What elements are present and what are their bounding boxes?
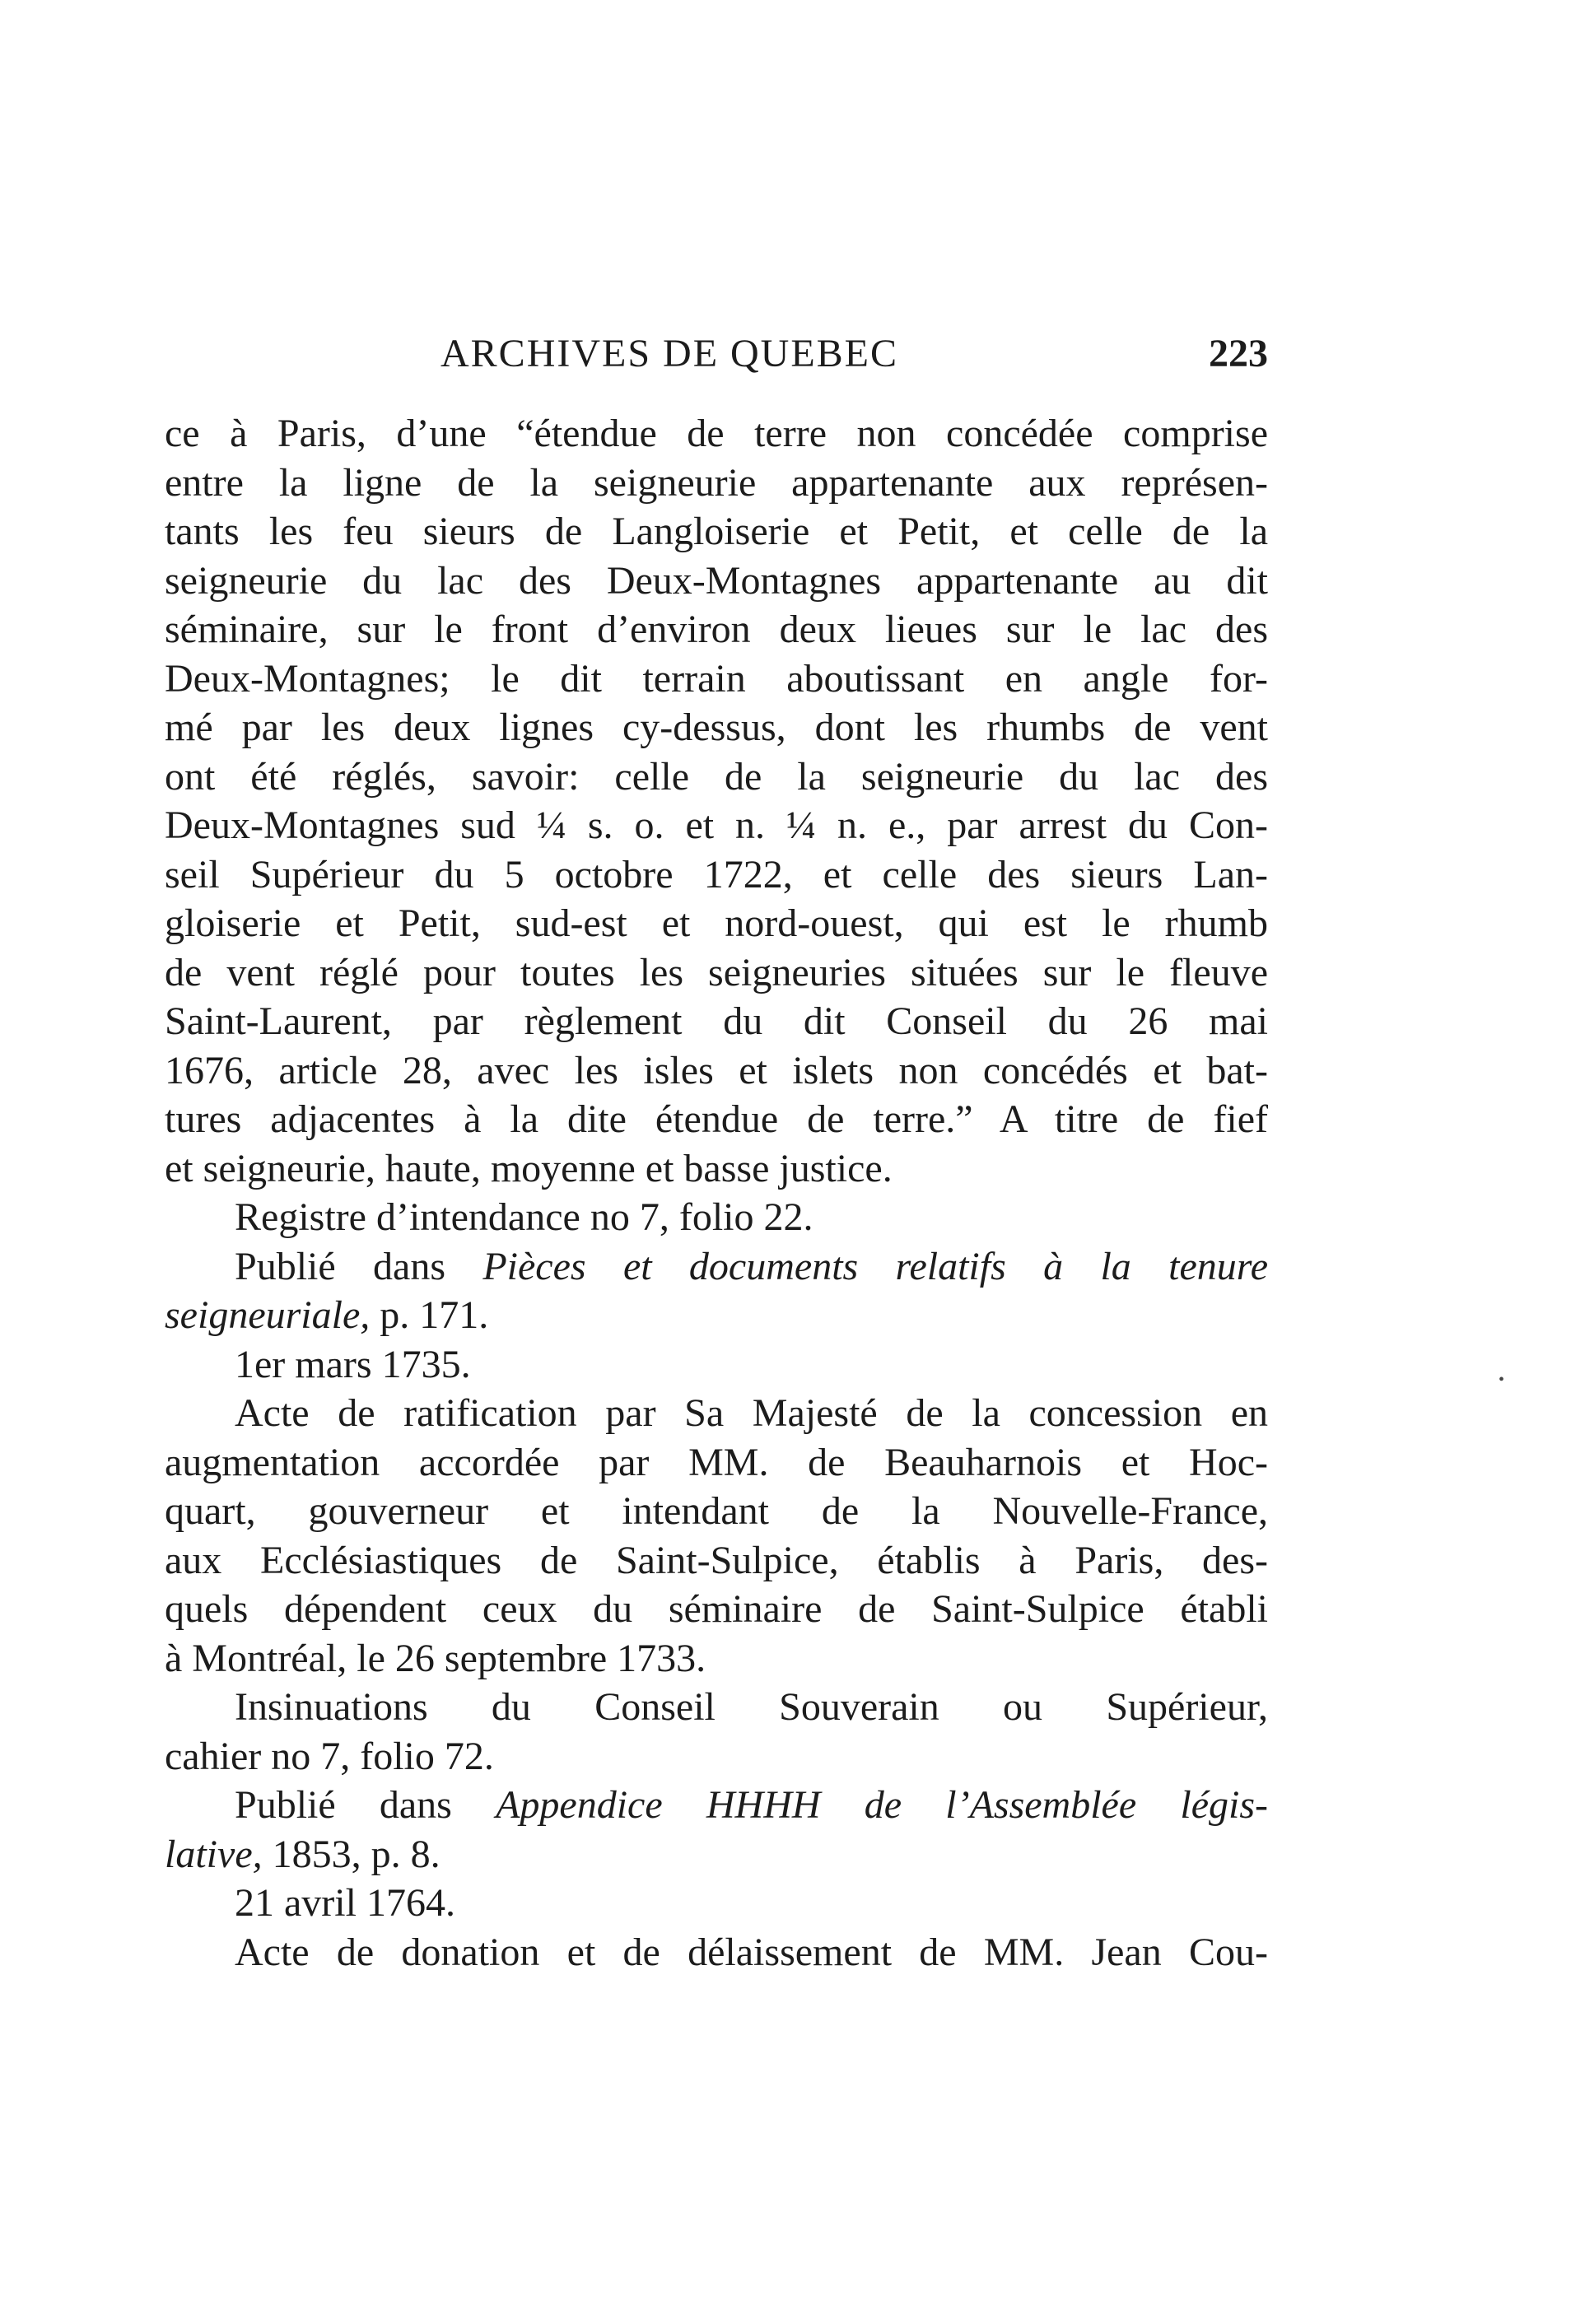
page-header [165, 325, 1268, 383]
text-line: Deux-Montagnes; le dit terrain aboutissant en angle for- [165, 656, 1268, 701]
text-line: mé par les deux lignes cy-dessus, dont les rhumbs de vent [165, 706, 1268, 749]
text-line: gloiserie et Petit, sud-est et nord-ouest, qui est le rhumb [165, 901, 1268, 945]
text-line [165, 1781, 1268, 1830]
running-title: ARCHIVES DE QUEBEC [441, 332, 899, 375]
text-span: 1853, p. 8. [272, 1832, 441, 1876]
text-line: et seigneurie, haute, moyenne et basse justice. [165, 1146, 893, 1190]
text-span: p. 171. [380, 1293, 489, 1337]
text-line: de vent réglé pour toutes les seigneuries situées sur le fleuve [165, 950, 1268, 994]
text-line [165, 1242, 1268, 1292]
text-line: Acte de donation et de délaissement de MM. Jean Cou- [235, 1930, 1268, 1974]
italic-title: seigneuriale, [165, 1293, 371, 1337]
text-line: Registre d’intendance no 7, folio 22. [235, 1195, 813, 1239]
text-line: séminaire, sur le front d’environ deux lieues sur le lac des [165, 608, 1268, 651]
text-line: seigneurie du lac des Deux-Montagnes appartenante au dit [165, 558, 1268, 603]
text-line: cahier no 7, folio 72. [165, 1734, 494, 1778]
text-line [165, 1830, 1268, 1879]
text-line: à Montréal, le 26 septembre 1733. [165, 1636, 706, 1680]
text-line: Acte de ratification par Sa Majesté de la concession en [235, 1391, 1268, 1435]
page-number: 223 [1209, 332, 1268, 375]
text-line: 21 avril 1764. [235, 1881, 455, 1925]
body-text [165, 409, 1268, 1977]
text-line: quels dépendent ceux du séminaire de Saint-Sulpice établi [165, 1587, 1268, 1631]
text-span: Publié dans [235, 1783, 452, 1827]
text-line: 1er mars 1735. [235, 1342, 471, 1386]
italic-title: Pièces et documents relatifs à la tenure [482, 1244, 1268, 1288]
text-line: entre la ligne de la seigneurie appartenante aux représen- [165, 460, 1268, 505]
text-line: Insinuations du Conseil Souverain ou Supérieur, [235, 1685, 1268, 1729]
text-line [165, 1291, 1268, 1340]
margin-mark: • [1499, 1371, 1505, 1389]
text-line: tures adjacentes à la dite étendue de terre.” A titre de fief [165, 1097, 1268, 1141]
text-line: ont été réglés, savoir: celle de la seigneurie du lac des [165, 754, 1268, 799]
italic-title: lative, [165, 1832, 263, 1876]
text-line: quart, gouverneur et intendant de la Nouvelle-France, [165, 1489, 1268, 1533]
italic-title: Appendice HHHH de l’Assemblée légis- [496, 1783, 1269, 1827]
text-line: seil Supérieur du 5 octobre 1722, et celle des sieurs Lan- [165, 852, 1268, 897]
text-line: aux Ecclésiastiques de Saint-Sulpice, établis à Paris, des- [165, 1538, 1268, 1582]
text-line: 1676, article 28, avec les isles et islets non concédés et bat- [165, 1048, 1268, 1092]
text-line: Saint-Laurent, par règlement du dit Conseil du 26 mai [165, 999, 1268, 1043]
text-line: Deux-Montagnes sud ¼ s. o. et n. ¼ n. e., par arrest du Con- [165, 803, 1268, 847]
text-span: Publié dans [235, 1244, 445, 1288]
text-line: ce à Paris, d’une “étendue de terre non concédée comprise [165, 412, 1268, 455]
text-line: tants les feu sieurs de Langloiserie et Petit, et celle de la [165, 510, 1268, 553]
text-line: augmentation accordée par MM. de Beauharnois et Hoc- [165, 1440, 1268, 1484]
